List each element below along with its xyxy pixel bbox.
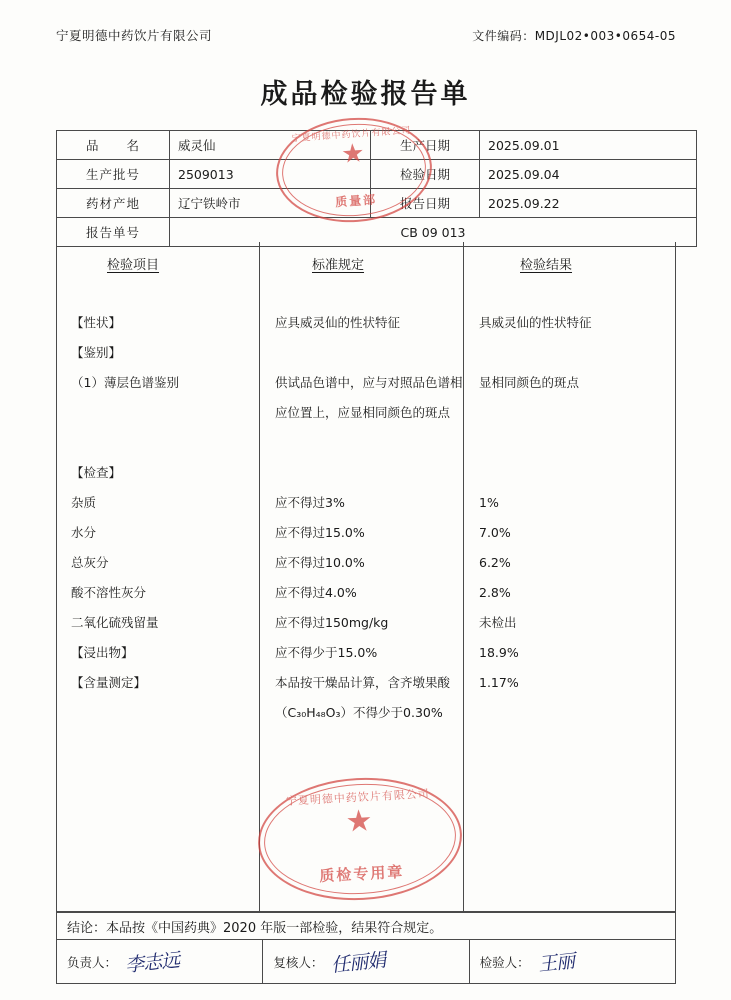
info-table — [56, 130, 697, 247]
list-item: 应不得过4.0% — [275, 584, 357, 600]
list-item: 应不得过10.0% — [275, 554, 365, 570]
stamp-text: 质量部 — [334, 192, 378, 210]
list-item: 供试品色谱中，应与对照品色谱相 — [275, 374, 463, 390]
list-item — [479, 428, 669, 458]
standards-column — [275, 292, 461, 728]
list-item: 具威灵仙的性状特征 — [479, 314, 592, 330]
report-no-label: 报告单号 — [57, 218, 170, 247]
list-item: 应不得少于15.0% — [275, 644, 378, 660]
column-divider-2 — [463, 242, 464, 911]
list-item: 1.17% — [479, 674, 519, 690]
star-icon: ★ — [340, 138, 366, 169]
document-code: 文件编码：MDJL02•003•0654-05 — [472, 29, 676, 43]
list-item — [275, 458, 461, 488]
report-date-value: 2025.09.22 — [480, 189, 697, 218]
signature-row — [56, 940, 676, 984]
product-name-label: 品 名 — [57, 131, 170, 160]
production-date-label: 生产日期 — [371, 131, 480, 160]
list-item — [71, 428, 257, 458]
batch-no-label: 生产批号 — [57, 160, 170, 189]
list-item: 6.2% — [479, 554, 511, 570]
stamp-arc-text: 宁夏明德中药饮片有限公司 — [285, 787, 431, 808]
list-item: 应具威灵仙的性状特征 — [275, 314, 401, 330]
list-item: 显相同颜色的斑点 — [479, 374, 580, 390]
page-title: 成品检验报告单 — [260, 79, 471, 110]
origin-value: 辽宁铁岭市 — [170, 189, 371, 218]
list-item: 应不得过15.0% — [275, 524, 365, 540]
list-item: （1）薄层色谱鉴别 — [71, 374, 179, 390]
list-item: 【含量测定】 — [71, 674, 147, 690]
results-column — [479, 292, 669, 728]
list-item — [479, 338, 669, 368]
signature-reviewer — [262, 940, 468, 983]
table-row — [57, 131, 697, 160]
list-item: 未检出 — [479, 614, 517, 630]
signature-responsible — [57, 940, 262, 983]
origin-label: 药材产地 — [57, 189, 170, 218]
list-item: 应不得过150mg/kg — [275, 614, 389, 630]
list-item: 1% — [479, 494, 499, 510]
signature-label: 复核人： — [273, 954, 324, 970]
column-header-standard: 标准规定 — [312, 258, 365, 273]
list-item: 本品按干燥品计算，含齐墩果酸 — [275, 674, 451, 690]
list-item — [71, 698, 257, 728]
list-item: 【检查】 — [71, 464, 122, 480]
list-item — [275, 338, 461, 368]
table-row — [57, 189, 697, 218]
list-item: 【浸出物】 — [71, 644, 134, 660]
stamp-arc-text: 宁夏明德中药饮片有限公司 — [291, 125, 412, 145]
signature-name: 王丽 — [536, 950, 575, 976]
list-item: 杂质 — [71, 494, 97, 510]
list-item: 水分 — [71, 524, 97, 540]
list-item: 【性状】 — [71, 314, 122, 330]
list-item — [275, 428, 461, 458]
list-item: 二氧化硫残留量 — [71, 614, 159, 630]
signature-label: 检验人： — [479, 954, 530, 970]
report-date-label: 报告日期 — [371, 189, 480, 218]
list-item — [71, 398, 257, 428]
list-item — [479, 698, 669, 728]
list-item: 应位置上，应显相同颜色的斑点 — [275, 404, 451, 420]
report-no-value: CB 09 013 — [170, 218, 697, 247]
signature-name: 任丽娟 — [330, 949, 387, 977]
column-divider-1 — [259, 242, 260, 911]
list-item: 18.9% — [479, 644, 519, 660]
stamp-text: 质检专用章 — [318, 862, 405, 886]
items-column — [71, 292, 257, 728]
list-item: （C₃₀H₄₈O₃）不得少于0.30% — [275, 704, 443, 720]
list-item: 总灰分 — [71, 554, 109, 570]
column-header-result: 检验结果 — [520, 258, 573, 273]
list-item: 2.8% — [479, 584, 511, 600]
list-item: 酸不溶性灰分 — [71, 584, 147, 600]
company-name: 宁夏明德中药饮片有限公司 — [56, 28, 213, 43]
list-item — [479, 458, 669, 488]
conclusion-row: 结论：本品按《中国药典》2020 年版一部检验，结果符合规定。 — [56, 912, 676, 940]
table-row — [57, 160, 697, 189]
production-date-value: 2025.09.01 — [480, 131, 697, 160]
inspection-table — [56, 242, 676, 912]
list-item — [479, 398, 669, 428]
product-name-value: 威灵仙 — [170, 131, 371, 160]
inspection-date-label: 检验日期 — [371, 160, 480, 189]
star-icon: ★ — [344, 804, 374, 840]
signature-inspector — [469, 940, 675, 983]
list-item: 7.0% — [479, 524, 511, 540]
page-header — [56, 26, 676, 44]
list-item: 应不得过3% — [275, 494, 345, 510]
batch-no-value: 2509013 — [170, 160, 371, 189]
list-item: 【鉴别】 — [71, 344, 122, 360]
signature-name: 李志远 — [124, 949, 181, 977]
column-header-item: 检验项目 — [107, 258, 160, 273]
inspection-date-value: 2025.09.04 — [480, 160, 697, 189]
signature-label: 负责人： — [67, 954, 118, 970]
